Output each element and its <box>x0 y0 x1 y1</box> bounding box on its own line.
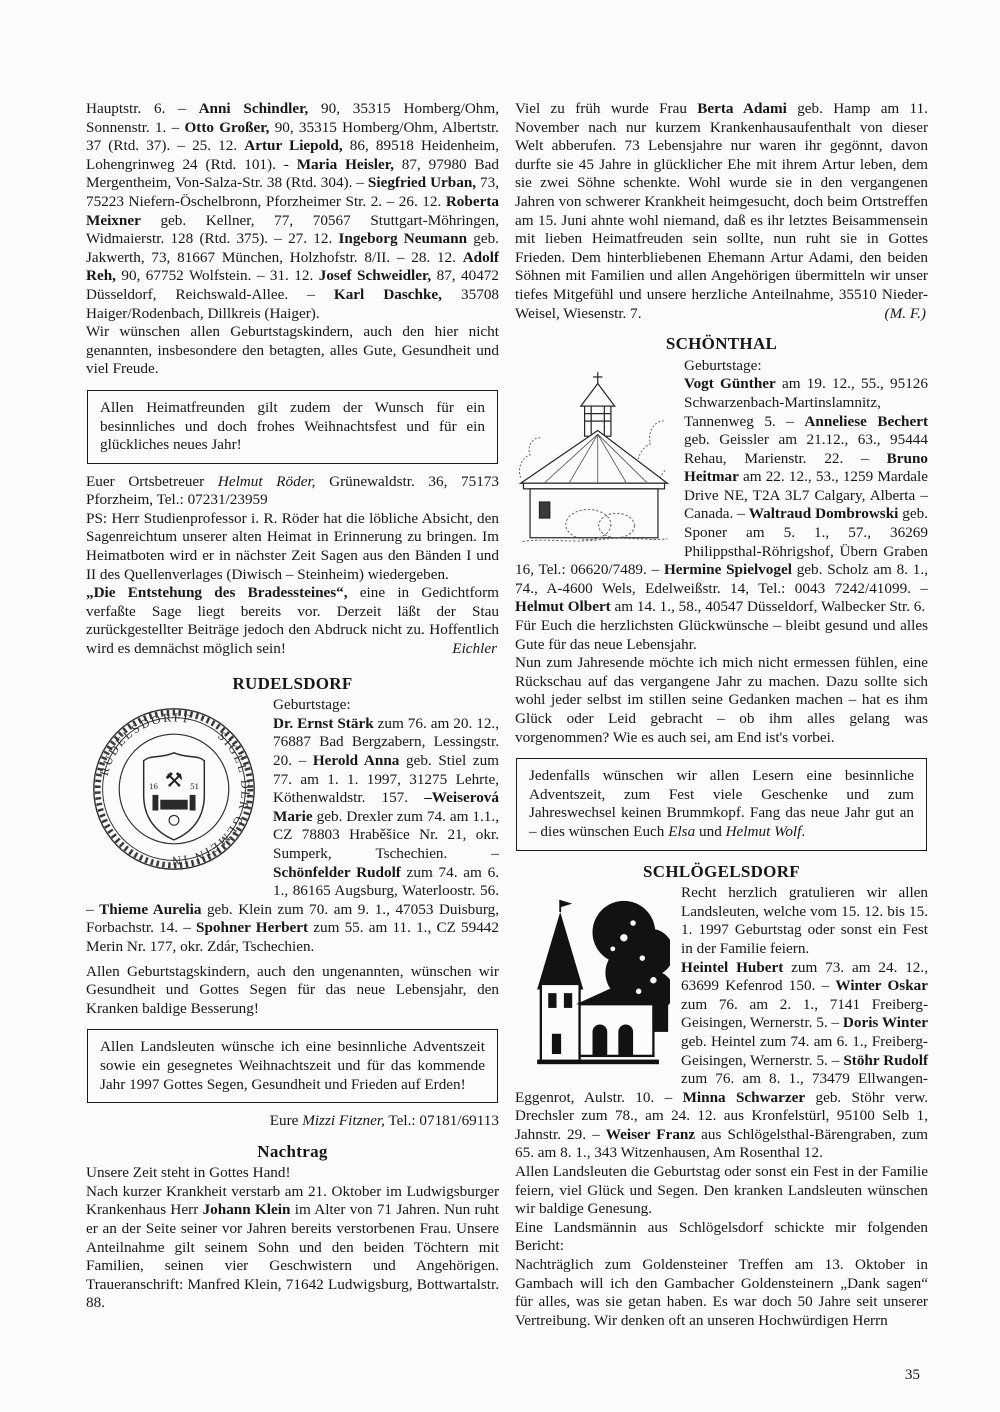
bericht-paragraph: Nachträglich zum Goldensteiner Treffen am 13. Oktober in Gambach will ich den Gambacher Goldensteinern „Dank sagen“ für alles, was sie getan haben. Es war doch 50 Jahre seit unserer Vertreibung. Wir denken oft an unseren Hochwürdigen Herrn <box>515 1256 928 1329</box>
ortsbetreuer-paragraph: Euer Ortsbetreuer Helmut Röder, Grünewaldstr. 36, 75173 Pforzheim, Tel.: 07231/23959 <box>86 472 499 509</box>
bradesstein-block <box>86 584 499 658</box>
rudelsdorf-birthday-list: Dr. Ernst Stärk zum 76. am 20. 12., 76887 Bad Bergzabern, Lessingstr. 20. – Herold Anna geb. Stiel zum 77. am 1. 1. 1997, 31275 Lehrte, Köthenwaldstr. 157. –Weiserová Marie geb. Drexler zum 74. am 1.1., CZ 78803 Hraběšice Nr. 21, okr. Sumperk, Tschechien. – Schönfelder Rudolf zum 74. am 6. 1., 86165 Augsburg, Waterloostr. 56. – Thieme Aurelia geb. Klein zum 70. am 9. 1., 47053 Duisburg, Forbachstr. 14. – Spohner Herbert zum 55. am 11. 1., CZ 59442 Merin Nr. 177, okr. Zdár, Tschechien. <box>86 714 500 955</box>
right-column <box>515 100 928 1330</box>
schoenthal-yearend-paragraph: Nun zum Jahresende möchte ich mich nicht ermessen fühlen, eine Rückschau auf das vergangene Jahr zu machen. Dazu sollte sich wohl jeder selbst im stillen seine Gedanken machen – hat es ihm Glück oder Leid gebracht – ob ihm alles gelang was vorgenommen? Wie es auch sei, am End ist's vorbei. <box>515 654 928 746</box>
schoenthal-geburtstage-label: Geburtstage: <box>684 356 762 374</box>
birthday-wishes-paragraph: Wir wünschen allen Geburtstagskindern, auch den hier nicht genannten, insbesondere den betagten, alles Gute, Gesundheit und viel Freude. <box>86 323 499 378</box>
schloegelsdorf-intro-paragraph: Recht herzlich gratulieren wir allen Landsleuten, welche vom 15. 12. bis 15. 1. 1997 Geburtstag oder sonst ein Fest in der Familie feiern. <box>681 884 928 957</box>
rudelsdorf-section-title: RUDELSDORF <box>232 673 353 693</box>
schloegelsdorf-wishes-paragraph: Allen Landsleuten die Geburtstag oder sonst ein Fest in der Familie feiern, viel Glück und Segen. Den kranken Landsleuten wünschen wir baldige Genesung. <box>515 1163 928 1218</box>
seal-year-left: 16 <box>149 781 158 792</box>
left-column <box>86 100 499 1330</box>
adami-obituary-paragraph: Viel zu früh wurde Frau Berta Adami geb. Hamp am 11. November nach nur kurzem Krankenhausaufenthalt von dieser Welt abberufen. 73 Lebensjahre nur waren ihr gegönnt, davon durfte sie 45 Jahre in glücklicher Ehe mit ihrem Artur leben, dem sie zwei Söhne schenkte. Wohl wurde sie in den vergangenen Jahren von schwerer Krankheit heimgesucht, doch beim Ortstreffen am 15. Juni ahnte wohl niemand, daß es ihr letztes Beisammensein mit lieben Heimatfreuden sein sollte, nun ruht sie in Gottes Frieden. Dem hinterbliebenen Ehemann Artur Adami, den beiden Söhnen mit Familien und allen Angehörigen übermitteln wir unser tiefes Mitgefühl und unsere herzliche Anteilnahme, 35510 Nieder-Weisel, Wiesenstr. 7. <box>515 100 928 322</box>
page-number: 35 <box>904 1366 920 1383</box>
seal-legend-left: RUDELSDORFF <box>96 710 194 778</box>
advent-greeting-text-right: Jedenfalls wünschen wir allen Lesern eine besinnliche Adventszeit, zum Fest viele Geschenke und zum Jahreswechsel keinen Brummkopf. Fang das neue Jahr gut an – dies wünschen Euch Elsa und Helmut Wolf. <box>529 767 914 840</box>
birthday-list-paragraph: Hauptstr. 6. – Anni Schindler, 90, 35315 Homberg/Ohm, Sonnenstr. 1. – Otto Großer, 90, 35315 Homberg/Ohm, Albertstr. 37 (Rtd. 37). – 25. 12. Artur Liepold, 86, 89518 Heidenheim, Lohengrinweg 24 (Rtd. 101). - Maria Heisler, 87, 97980 Bad Mergentheim, Von-Salza-Str. 38 (Rtd. 304). – Siegfried Urban, 73, 75223 Niefern-Öschelbronn, Pforzheimer Str. 2. – 26. 12. Roberta Meixner geb. Kellner, 77, 70567 Stuttgart-Möhringen, Widmaierstr. 128 (Rtd. 375). – 27. 12. Ingeborg Neumann geb. Jakwerth, 73, 81667 München, Holzhofstr. 8/II. – 28. 12. Adolf Reh, 90, 67752 Wolfstein. – 31. 12. Josef Schweidler, 87, 40472 Düsseldorf, Reichswald-Allee. – Karl Daschke, 35708 Haiger/Rodenbach, Dillkreis (Haiger). <box>86 100 500 322</box>
schloegelsdorf-birthday-list: Heintel Hubert zum 73. am 24. 12., 63699 Kefenrod 150. – Winter Oskar zum 76. am 2. 1., 7141 Freiberg-Geisingen, Wernerstr. 5. – Doris Winter geb. Heintel zum 74. am 6. 1., Freiberg-Geisingen, Wernerstr. 5. – Stöhr Rudolf zum 76. am 8. 1., 73479 Ellwangen-Eggenrot, Aulstr. 10. – Minna Schwarzer geb. Stöhr verw. Drechsler zum 78., am 24. 12. aus Kronfelstürl, 95100 Selb 1, Jahnstr. 29. – Weiser Franz aus Schlögelsthal-Bärengraben, zum 65. am 8. 1., 343 Witzenhausen, Am Rosenthal 12. <box>515 958 929 1162</box>
advent-greeting-box-right <box>516 758 927 850</box>
adami-obituary-block <box>515 100 928 323</box>
rudelsdorf-wishes-paragraph: Allen Geburtstagskindern, auch den ungenannten, wünschen wir Gesundheit und Gottes Segen für das neue Lebensjahr, den Kranken baldige Besserung! <box>86 962 499 1017</box>
eichler-signature: Eichler <box>452 640 497 658</box>
bericht-intro-paragraph: Eine Landsmännin aus Schlögelsdorf schickte mir folgenden Bericht: <box>515 1218 928 1255</box>
schoenthal-birthday-list: Vogt Günther am 19. 12., 55., 95126 Schwarzenbach-Martinslamnitz, Tannenweg 5. – Anneliese Bechert geb. Geissler am 21.12., 63., 95444 Rehau, Marienstr. 22. – Bruno Heitmar am 22. 12., 53., 1259 Mardale Drive NE, T2A 3L7 Calgary, Alberta – Canada. – Waltraud Dombrowski geb. Sponer am 5. 1., 57., 36269 Philippsthal-Röhrigshof, Übern Graben 16, Tel.: 06620/7489. – Hermine Spielvogel geb. Scholz am 8. 1., 74., A-4600 Wels, Edelweißstr. 14, Tel.: 0043 7242/41099. – Helmut Olbert am 14. 1., 58., 40547 Düsseldorf, Walbecker Str. 6. <box>515 375 929 616</box>
schloegelsdorf-section-body <box>515 884 928 1163</box>
schoenthal-chapel-illustration <box>515 360 673 550</box>
nachtrag-intro-line: Unsere Zeit steht in Gottes Hand! <box>86 1164 291 1182</box>
rudelsdorf-seal-illustration <box>86 699 262 879</box>
mf-initials-signature: (M. F.) <box>884 304 926 322</box>
christmas-greeting-box <box>87 390 498 464</box>
rudelsdorf-section-body <box>86 696 499 956</box>
seal-year-right: 51 <box>190 781 199 792</box>
seal-hammer-pick-icon: ⚒ <box>164 768 184 793</box>
nachtrag-obituary-paragraph: Nach kurzer Krankheit verstarb am 21. Oktober im Ludwigsburger Krankenhaus Herr Johann Klein im Alter von 71 Jahren. Nun ruht er an der Seite seiner vor Jahren bereits verstorbenen Frau. Unsere Anteilnahme gilt seinem Sohn und den beiden Töchtern mit Familien, seinen vier Geschwistern und Angehörigen. Traueranschrift: Manfred Klein, 71642 Ludwigsburg, Bottwartalstr. 88. <box>86 1182 499 1312</box>
schoenthal-wishes-paragraph: Für Euch die herzlichsten Glückwünsche – bleibt gesund und alles Gute für das neue Lebensjahr. <box>515 617 928 653</box>
rudelsdorf-geburtstage-label: Geburtstage: <box>273 696 351 714</box>
schoenthal-section-title: SCHÖNTHAL <box>665 334 778 354</box>
ps-paragraph: PS: Herr Studienprofessor i. R. Röder hat die löbliche Absicht, den Sagenreichtum unserer alten Heimat in Erinnerung zu bringen. Im Heimatboten wird er in nächster Zeit Sagen aus den Bänden I und II des Quellenverlages (Diwisch – Steinheim) wiedergeben. <box>86 509 499 583</box>
mizzi-fitzner-signature: Eure Mizzi Fitzner, Tel.: 07181/69113 <box>269 1112 499 1130</box>
seal-legend-top: SIGEL DER GEMEIN IN <box>169 729 253 868</box>
advent-greeting-text-left: Allen Landsleuten wünsche ich eine besinnliche Adventszeit sowie ein gesegnetes Weihnachtszeit und für das kommende Jahr 1997 Gottes Segen, Gesundheit und Frieden auf Erden! <box>100 1038 485 1093</box>
schoenthal-section-body <box>515 357 928 617</box>
schloegelsdorf-church-illustration <box>515 887 670 1079</box>
advent-greeting-box-left <box>87 1029 498 1103</box>
bradesstein-paragraph: „Die Entstehung des Bradessteines“, eine in Gedichtform verfaßte Sage liegt bereits vor. Derzeit läßt der Stau zurückgestellter Beiträge jedoch den Abdruck nicht zu. Hoffentlich wird es demnächst möglich sein! <box>86 584 499 658</box>
christmas-greeting-text: Allen Heimatfreunden gilt zudem der Wunsch für ein besinnliches und doch frohes Weihnachtsfest und für ein glückliches neues Jahr! <box>100 398 485 454</box>
schloegelsdorf-section-title: SCHLÖGELSDORF <box>643 861 800 881</box>
nachtrag-section-title: Nachtrag <box>257 1141 328 1161</box>
